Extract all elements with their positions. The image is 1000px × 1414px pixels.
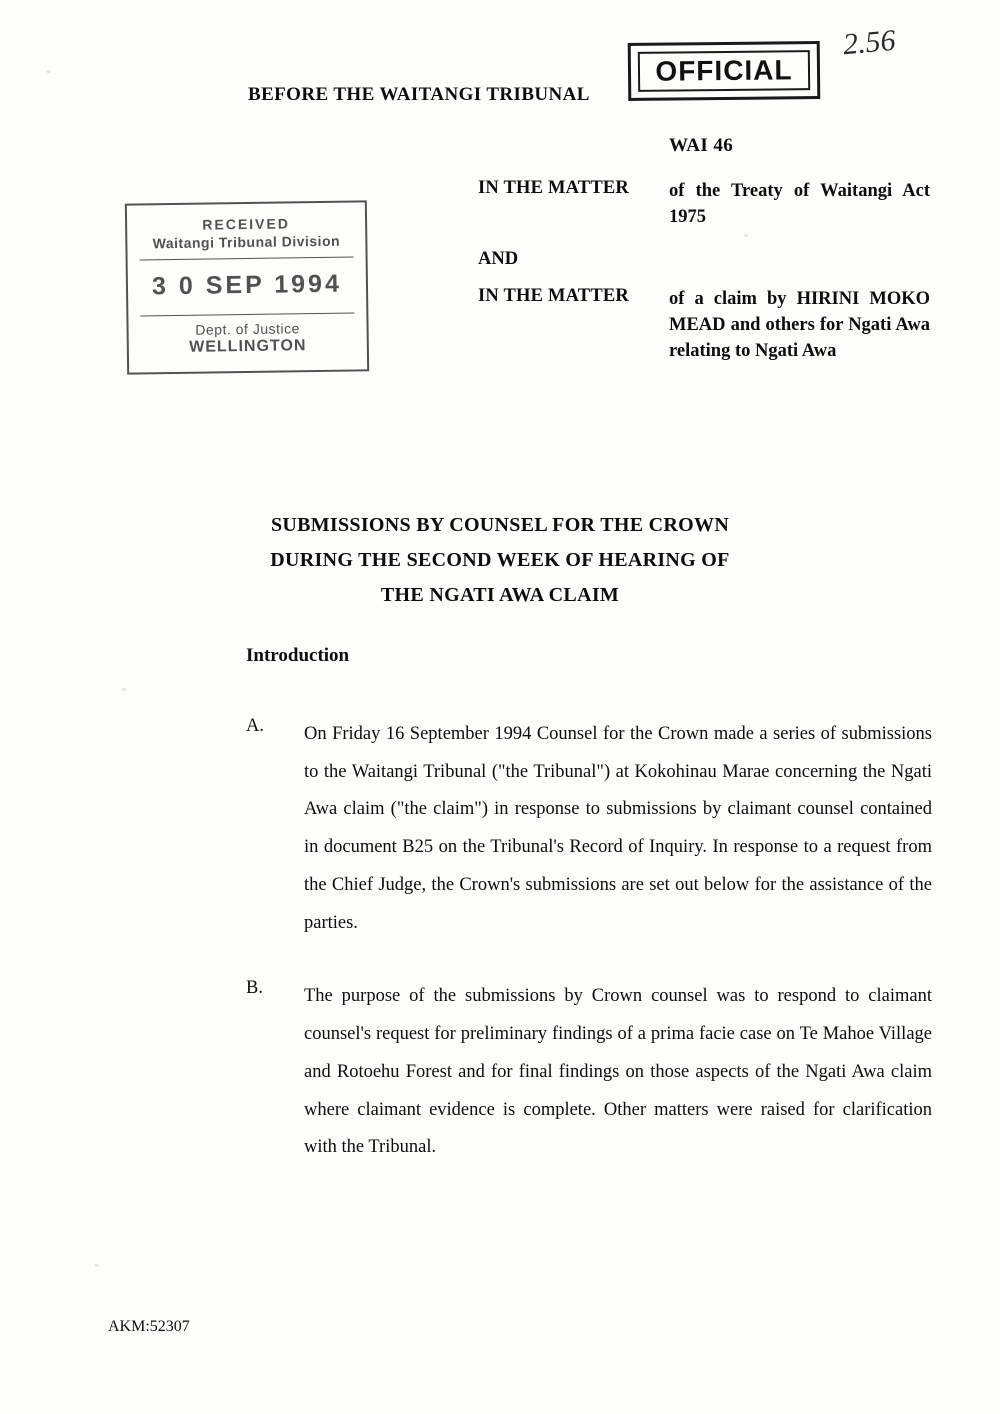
received-stamp-date: 3 0 SEP 1994 xyxy=(151,269,343,301)
received-stamp-division: Waitangi Tribunal Division xyxy=(152,232,341,252)
received-stamp xyxy=(125,200,369,374)
scan-speck xyxy=(94,1264,99,1267)
matter-conjunction: AND xyxy=(478,248,519,269)
scan-speck xyxy=(744,234,748,237)
document-title xyxy=(0,508,1000,613)
document-title-line-2: DURING THE SECOND WEEK OF HEARING OF xyxy=(270,549,730,571)
paragraph-b xyxy=(246,978,932,1167)
handwritten-page-mark: 2.56 xyxy=(841,23,897,62)
paragraph-a xyxy=(246,716,932,942)
matter-row-1 xyxy=(478,178,930,231)
paragraph-b-marker: B. xyxy=(246,978,263,999)
scan-speck xyxy=(46,70,51,73)
wai-number: WAI 46 xyxy=(669,135,734,156)
matter-text-2: of a claim by HIRINI MOKO MEAD and others for Ngati Awa relating to Ngati Awa xyxy=(669,288,930,362)
paragraph-a-text: On Friday 16 September 1994 Counsel for the Crown made a series of submissions to the Waitangi Tribunal ("the Tribunal") at Kokohinau Marae concerning the Ngati Awa claim ("the claim") in response to submissions by claimant counsel contained in document B25 on the Tribunal's Record of Inquiry. In response to a request from the Chief Judge, the Crown's submissions are set out below for the assistance of the parties. xyxy=(304,724,932,933)
matter-label-1: IN THE MATTER xyxy=(478,178,629,198)
footer-reference: AKM:52307 xyxy=(108,1318,190,1335)
case-reference-block xyxy=(478,178,930,382)
section-heading-introduction: Introduction xyxy=(246,645,350,666)
received-stamp-divider-2 xyxy=(140,313,354,317)
document-title-line-1: SUBMISSIONS BY COUNSEL FOR THE CROWN xyxy=(270,514,730,536)
official-stamp-inner xyxy=(638,50,810,92)
paragraph-b-text: The purpose of the submissions by Crown counsel was to respond to claimant counsel's request for preliminary findings of a prima facie case on Te Mahoe Village and Rotoehu Forest and for final findings on those aspects of the Ngati Awa claim where claimant evidence is complete. Other matters were raised for clarification with the Tribunal. xyxy=(304,986,932,1158)
official-stamp-text: OFFICIAL xyxy=(655,54,793,87)
matter-row-2 xyxy=(478,286,930,365)
received-stamp-department: Dept. of Justice xyxy=(195,320,300,338)
official-stamp xyxy=(628,41,821,101)
received-stamp-city: WELLINGTON xyxy=(189,337,307,356)
received-stamp-title: RECEIVED xyxy=(202,215,291,233)
matter-label-2: IN THE MATTER xyxy=(478,285,629,306)
body-paragraphs xyxy=(246,716,932,1203)
matter-text-1: of the Treaty of Waitangi Act 1975 xyxy=(669,181,930,228)
court-heading: BEFORE THE WAITANGI TRIBUNAL xyxy=(248,84,590,105)
scan-speck xyxy=(122,688,126,691)
paragraph-a-marker: A. xyxy=(246,716,264,736)
received-stamp-divider xyxy=(140,257,354,261)
document-title-line-3: THE NGATI AWA CLAIM xyxy=(380,584,620,606)
